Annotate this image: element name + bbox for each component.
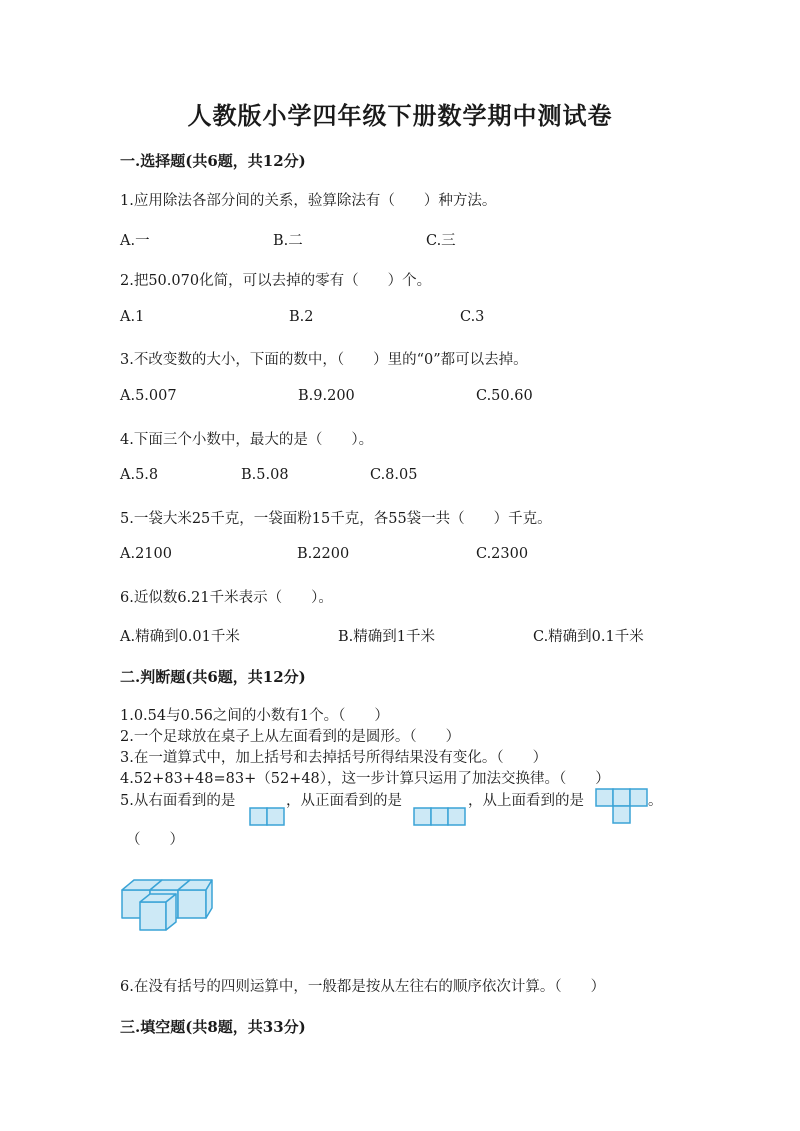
option-4b: B.5.08 [241,467,289,483]
top-view-figure [595,788,648,826]
judgment-item-6: 6.在没有括号的四则运算中，一般都是按从左往右的顺序依次计算。（ ） [120,979,606,995]
option-2a: A.1 [120,309,145,325]
section-heading-judgment: 二.判断题(共6题，共12分) [120,668,306,686]
judgment-item-4: 4.52+83+48=83+（52+48），这一步计算只运用了加法交换律。（ ） [120,771,610,787]
option-4a: A.5.8 [120,467,159,483]
option-3c: C.50.60 [476,388,533,404]
option-3a: A.5.007 [120,388,177,404]
option-6a: A.精确到0.01千米 [120,629,240,645]
section-heading-choice: 一.选择题(共6题，共12分) [120,152,306,170]
page-title: 人教版小学四年级下册数学期中测试卷 [187,101,613,130]
judgment-item-5-part2: ，从正面看到的是 [286,793,402,809]
question-2: 2.把50.070化简，可以去掉的零有（ ）个。 [120,273,432,289]
option-2c: C.3 [460,309,485,325]
judgment-item-2: 2.一个足球放在桌子上从左面看到的是圆形。（ ） [120,729,461,745]
judgment-item-5-paren: （ ） [126,832,184,848]
option-5c: C.2300 [476,546,529,562]
option-1c: C.三 [426,233,456,249]
option-3b: B.9.200 [298,388,355,404]
judgment-item-3: 3.在一道算式中，加上括号和去掉括号所得结果没有变化。（ ） [120,750,548,766]
option-5b: B.2200 [297,546,350,562]
cube-stack-figure [120,876,214,932]
front-view-figure [413,807,466,827]
option-2b: B.2 [289,309,314,325]
right-view-figure [249,807,285,827]
option-1b: B.二 [273,233,303,249]
option-1a: A.一 [120,233,150,249]
section-heading-fill: 三.填空题(共8题，共33分) [120,1018,306,1036]
question-3: 3.不改变数的大小，下面的数中，（ ）里的“0”都可以去掉。 [120,352,528,368]
option-6c: C.精确到0.1千米 [533,629,644,645]
option-5a: A.2100 [120,546,172,562]
question-1: 1.应用除法各部分间的关系，验算除法有（ ）种方法。 [120,193,497,209]
question-5: 5.一袋大米25千克，一袋面粉15千克，各55袋一共（ ）千克。 [120,511,552,527]
question-6: 6.近似数6.21千米表示（ ）。 [120,590,333,606]
judgment-item-5-part1: 5.从右面看到的是 [120,793,236,809]
option-6b: B.精确到1千米 [338,629,435,645]
option-4c: C.8.05 [370,467,418,483]
judgment-item-1: 1.0.54与0.56之间的小数有1个。（ ） [120,708,389,724]
question-4: 4.下面三个小数中，最大的是（ ）。 [120,432,374,448]
judgment-item-5-part4: 。 [648,793,663,809]
judgment-item-5-part3: ，从上面看到的是 [468,793,584,809]
